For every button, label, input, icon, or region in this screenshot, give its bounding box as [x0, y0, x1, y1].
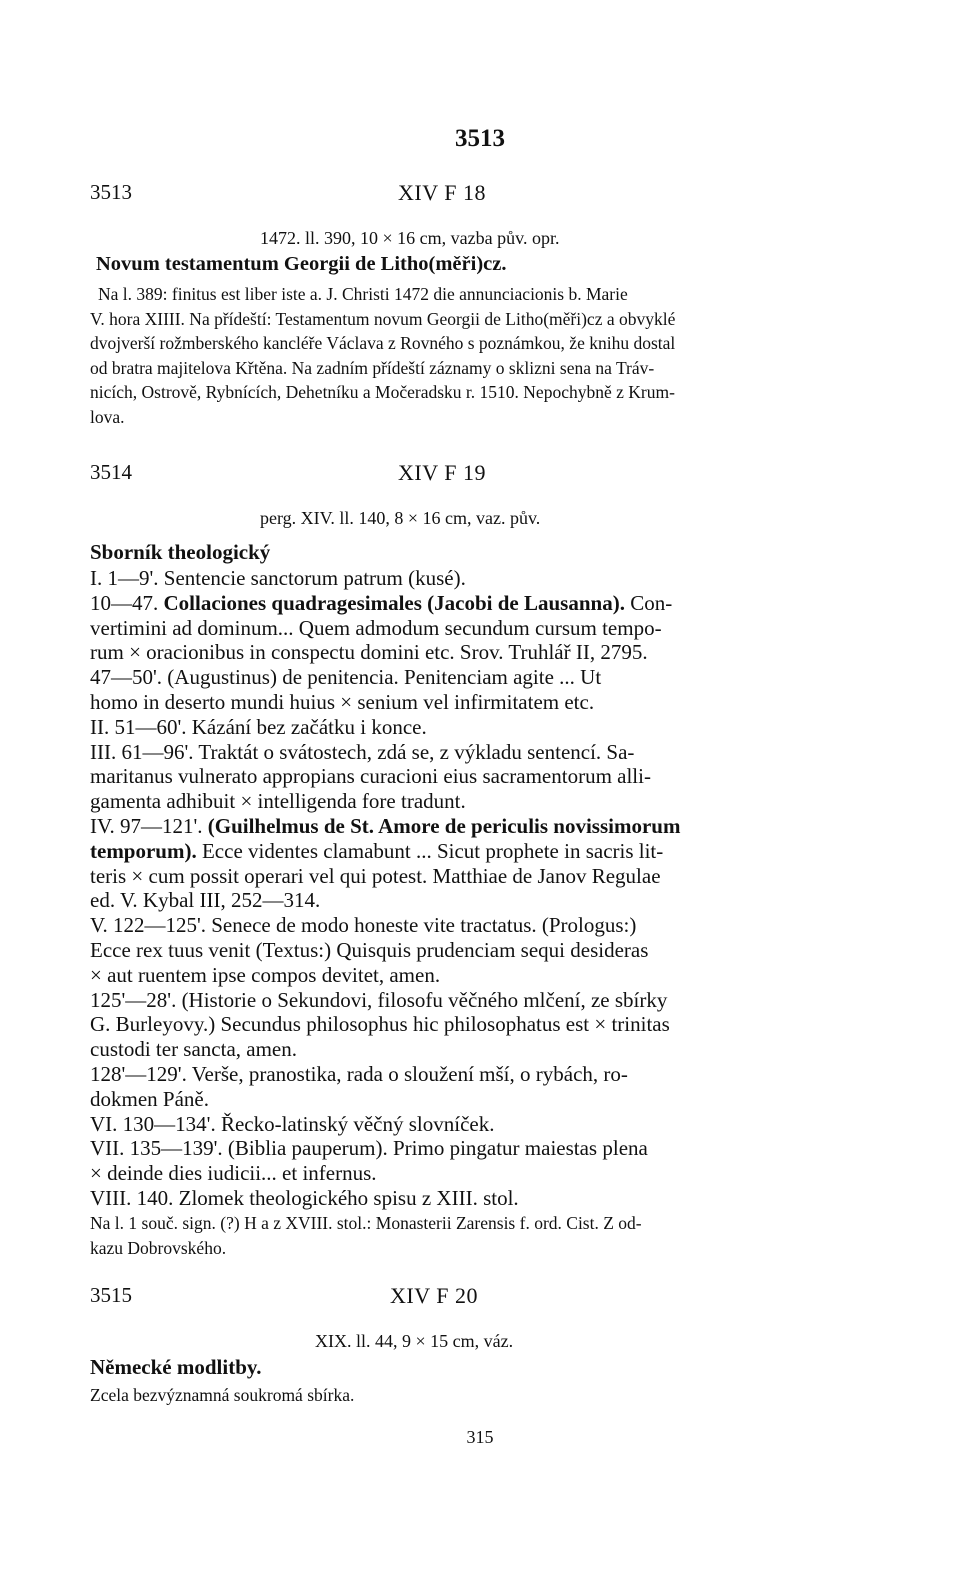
contents-line: vertimini ad dominum... Quem admodum secundum cursum tempo- [90, 615, 662, 640]
contents-line: rum × oracionibus in conspectu domini etc. Srov. Truhlář II, 2795. [90, 640, 648, 665]
note-line: kazu Dobrovského. [90, 1237, 227, 1258]
page-number: 315 [466, 1427, 494, 1447]
entry-title: Novum testamentum Georgii de Litho(měři)cz. [96, 253, 507, 275]
entry-number: 3515 [90, 1283, 132, 1307]
entry-description: Zcela bezvýznamná soukromá sbírka. [90, 1385, 355, 1405]
entry-number: 3514 [90, 460, 132, 484]
entry-description [90, 282, 840, 429]
entry-meta: 1472. ll. 390, 10 × 16 cm, vazba pův. opr. [260, 228, 560, 248]
contents-line: 128'—129'. Verše, pranostika, rada o sloužení mší, o rybách, ro- [90, 1061, 628, 1086]
contents-bold-title: (Guilhelmus de St. Amore de periculis novissimorum [207, 813, 681, 838]
contents-line: Ecce rex tuus venit (Textus:) Quisquis prudenciam sequi desideras [90, 937, 649, 962]
contents-list [90, 566, 840, 1211]
description-line: lova. [90, 406, 125, 427]
description-line: Na l. 389: finitus est liber iste a. J. Christi 1472 die annunciacionis b. Marie [98, 284, 628, 304]
description-line: dvojverší rožmberského kancléře Václava z Rovného s poznámkou, že knihu dostal [90, 333, 676, 353]
contents-line: II. 51—60'. Kázání bez začátku i konce. [90, 714, 427, 739]
contents-line: custodi ter sancta, amen. [90, 1037, 298, 1062]
contents-line: teris × cum possit operari vel qui potest. Matthiae de Janov Regulae [90, 863, 661, 888]
contents-line: homo in deserto mundi huius × senium vel infirmitatem etc. [90, 689, 595, 714]
contents-line: IV. 97—121'. (Guilhelmus de St. Amore de periculis novissimorum [90, 813, 681, 838]
entry-number: 3513 [90, 180, 132, 204]
contents-line: × aut ruentem ipse compos devitet, amen. [90, 962, 441, 987]
shelfmark: XIV F 18 [398, 180, 486, 205]
entry-title: Sborník theologický [90, 540, 271, 564]
contents-line: I. 1—9'. Sentencie sanctorum patrum (kusé). [90, 566, 466, 590]
contents-line: III. 61—96'. Traktát o svátostech, zdá se, z výkladu sentencí. Sa- [90, 739, 635, 764]
contents-line: VI. 130—134'. Řecko-latinský věčný slovníček. [90, 1111, 495, 1136]
contents-bold-title: Collaciones quadragesimales (Jacobi de Lausanna). [163, 590, 625, 615]
note-line: Na l. 1 souč. sign. (?) H a z XVIII. stol.: Monasterii Zarensis f. ord. Cist. Z od- [90, 1213, 642, 1233]
entry-title: Německé modlitby. [90, 1355, 262, 1379]
contents-line: dokmen Páně. [90, 1086, 209, 1111]
entry-meta: perg. XIV. ll. 140, 8 × 16 cm, vaz. pův. [260, 508, 541, 528]
contents-line: 47—50'. (Augustinus) de penitencia. Penitenciam agite ... Ut [90, 665, 602, 690]
description-line: nicích, Ostrově, Rybnících, Dehetníku a Močeradsku r. 1510. Nepochybně z Krum- [90, 382, 675, 402]
running-head: 3513 [455, 125, 505, 152]
description-line: V. hora XIIII. Na přídeští: Testamentum novum Georgii de Litho(měři)cz a obvyklé [90, 308, 676, 329]
contents-line: V. 122—125'. Senece de modo honeste vite tractatus. (Prologus:) [90, 913, 637, 938]
contents-line: maritanus vulnerato appropians curacioni eius sacramentorum alli- [90, 764, 651, 789]
contents-line: 125'—28'. (Historie o Sekundovi, filosofu věčného mlčení, ze sbírky [90, 987, 668, 1012]
entry-meta: XIX. ll. 44, 9 × 15 cm, váz. [315, 1331, 514, 1351]
description-line: od bratra majitelova Křtěna. Na zadním přídeští záznamy o sklizni sena na Tráv- [90, 357, 655, 378]
contents-line: temporum). Ecce videntes clamabunt ... Sicut prophete in sacris lit- [90, 838, 664, 863]
contents-line: G. Burleyovy.) Secundus philosophus hic philosophatus est × trinitas [90, 1012, 670, 1037]
contents-line: ed. V. Kybal III, 252—314. [90, 888, 321, 913]
contents-line: × deinde dies iudicii... et infernus. [90, 1161, 377, 1186]
contents-line: 10—47. Collaciones quadragesimales (Jacobi de Lausanna). Con- [90, 590, 673, 615]
contents-line: VIII. 140. Zlomek theologického spisu z XIII. stol. [90, 1185, 519, 1210]
shelfmark: XIV F 19 [398, 460, 486, 485]
contents-bold-title: temporum). [90, 838, 197, 863]
shelfmark: XIV F 20 [390, 1283, 478, 1308]
contents-line: gamenta adhibuit × intelligenda fore tradunt. [90, 789, 466, 814]
entry-note [90, 1211, 840, 1260]
contents-line: VII. 135—139'. (Biblia pauperum). Primo pingatur maiestas plena [90, 1136, 648, 1161]
